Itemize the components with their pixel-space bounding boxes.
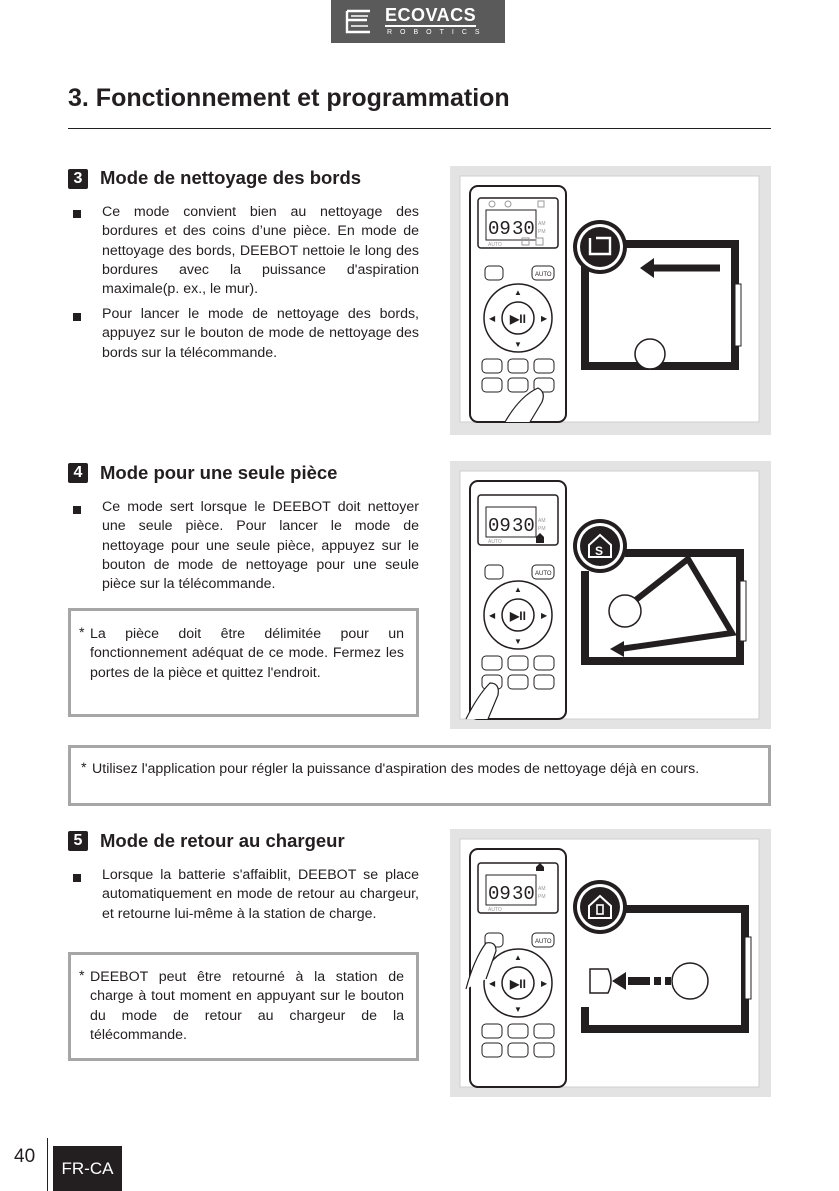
- svg-text:PM: PM: [538, 526, 546, 532]
- return-charger-diagram: [450, 829, 771, 1097]
- svg-text:▶: ▶: [541, 314, 548, 323]
- note-asterisk: *: [79, 968, 85, 984]
- svg-text:AUTO: AUTO: [488, 539, 502, 545]
- remote-control: [466, 481, 566, 719]
- bullet-square: [73, 874, 81, 882]
- svg-text:▶: ▶: [541, 979, 548, 988]
- svg-text:AM: AM: [538, 518, 546, 524]
- app-note-box: [68, 745, 771, 806]
- brand-name: ECOVACS: [385, 5, 477, 25]
- page-number: 40: [14, 1146, 36, 1167]
- footer-divider: [47, 1138, 48, 1191]
- svg-text:PM: PM: [538, 894, 546, 900]
- note-asterisk: *: [79, 625, 85, 641]
- svg-text:▼: ▼: [514, 637, 522, 646]
- svg-text:▶II: ▶II: [510, 609, 526, 623]
- svg-text:30: 30: [512, 515, 535, 537]
- svg-text:▶II: ▶II: [510, 312, 526, 326]
- section-number-badge: 3: [68, 169, 88, 189]
- svg-text:▲: ▲: [514, 288, 522, 297]
- svg-text:AUTO: AUTO: [535, 939, 552, 945]
- bullet-square: [73, 313, 81, 321]
- section-number-badge: 4: [68, 463, 88, 483]
- single-room-path-diagram: [573, 483, 756, 713]
- remote-control: [470, 186, 566, 422]
- svg-text:▲: ▲: [514, 585, 522, 594]
- section-paragraph: Lorsque la batterie s'affaiblit, DEEBOT se place automatiquement en mode de retour au chargeur, et retourne lui-même à la station de charge.: [102, 867, 419, 922]
- svg-text:AUTO: AUTO: [488, 907, 502, 913]
- edge-mode-diagram: [450, 166, 771, 435]
- svg-text:AUTO: AUTO: [488, 242, 502, 248]
- return-path-diagram: [573, 851, 756, 1081]
- svg-text:30: 30: [512, 218, 535, 240]
- svg-text:◀: ◀: [489, 979, 496, 988]
- note-text: La pièce doit être délimitée pour un fonctionnement adéquat de ce mode. Fermez les portes de la pièce et quittez l'endroit.: [90, 626, 404, 681]
- svg-text:30: 30: [512, 883, 535, 905]
- section-paragraph: Ce mode convient bien au nettoyage des bordures et des coins d’une pièce. En mode de nettoyage des bords, DEEBOT nettoie le long des bordures avec la puissance d'aspiration maximale(p. ex., le mur).: [102, 204, 419, 298]
- remote-control: [466, 849, 566, 1087]
- section-number-badge: 5: [68, 831, 88, 851]
- svg-text:▶II: ▶II: [510, 977, 526, 991]
- illustration-return-to-charger-mode: [450, 829, 771, 1097]
- note-box: [68, 952, 419, 1061]
- svg-text:◀: ◀: [489, 611, 496, 620]
- svg-text:AM: AM: [538, 221, 546, 227]
- section-title: Mode pour une seule pièce: [100, 462, 338, 483]
- illustration-edge-mode: [450, 166, 771, 435]
- svg-text:PM: PM: [538, 229, 546, 235]
- svg-text:09: 09: [488, 883, 511, 905]
- svg-text:09: 09: [488, 218, 511, 240]
- bullet-square: [73, 506, 81, 514]
- note-text: DEEBOT peut être retourné à la station de charge à tout moment en appuyant sur le bouton du mode de retour au chargeur de la télécommande.: [90, 969, 404, 1043]
- ecovacs-logo: [331, 0, 505, 43]
- section-paragraph: Pour lancer le mode de nettoyage des bords, appuyez sur le bouton de mode de nettoyage des bords sur la télécommande.: [102, 306, 419, 361]
- svg-text:▶: ▶: [541, 611, 548, 620]
- svg-text:AUTO: AUTO: [535, 272, 552, 278]
- section-title: Mode de nettoyage des bords: [100, 167, 362, 188]
- app-note-text: Utilisez l'application pour régler la puissance d'aspiration des modes de nettoyage déjà en cours.: [92, 761, 700, 777]
- note-box: [68, 608, 419, 717]
- title-divider: [68, 128, 771, 129]
- brand-subtitle: ROBOTICS: [387, 29, 488, 36]
- section-title: Mode de retour au chargeur: [100, 830, 345, 851]
- language-badge: FR-CA: [53, 1146, 122, 1191]
- svg-text:▼: ▼: [514, 1005, 522, 1014]
- section-paragraph: Ce mode sert lorsque le DEEBOT doit nettoyer une seule pièce. Pour lancer le mode de nettoyage pour une seule pièce, appuyez sur le bouton de mode de nettoyage pour une seule pièce sur la télécommande.: [102, 499, 419, 593]
- ecovacs-logo-mark-icon: [345, 9, 372, 34]
- bullet-square: [73, 210, 81, 218]
- svg-text:◀: ◀: [489, 314, 496, 323]
- svg-text:▲: ▲: [514, 953, 522, 962]
- svg-text:AM: AM: [538, 886, 546, 892]
- note-asterisk: *: [81, 760, 87, 776]
- edge-path-diagram: [573, 188, 756, 418]
- single-room-diagram: [450, 461, 771, 729]
- illustration-single-room-mode: [450, 461, 771, 729]
- svg-text:▼: ▼: [514, 340, 522, 349]
- svg-text:S: S: [595, 544, 604, 558]
- svg-text:AUTO: AUTO: [535, 571, 552, 577]
- page-title: 3. Fonctionnement et programmation: [68, 84, 510, 112]
- svg-text:09: 09: [488, 515, 511, 537]
